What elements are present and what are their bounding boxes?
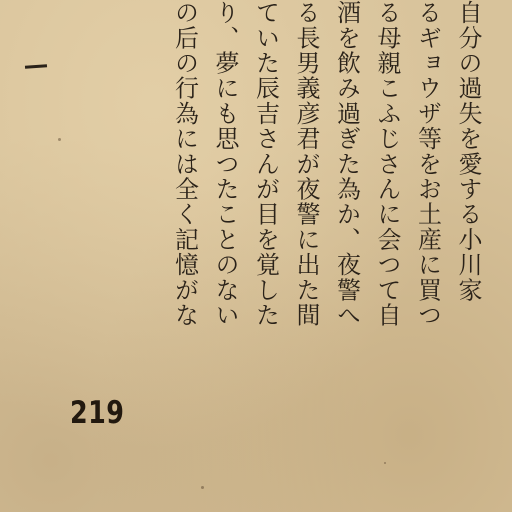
text-line: 酒を飲み過ぎた為か、夜警へ	[332, 0, 361, 328]
vertical-text-block	[164, 0, 502, 370]
text-line: る長男義彦君が夜警に出た間	[292, 0, 320, 328]
paper-speck	[201, 486, 204, 489]
text-line: る母親こふじさんに会つて自	[373, 0, 401, 328]
text-line: ていた辰吉さんが目を覚した	[251, 0, 280, 328]
paper-speck	[58, 138, 61, 141]
text-line: の后の行為には全く記憶がな	[170, 0, 199, 328]
text-line: り、夢にも思つたことのない	[211, 0, 239, 328]
margin-mark	[25, 64, 47, 69]
text-line: るギョウザ等をお土産に買つ	[413, 0, 442, 328]
page-number: 219	[70, 395, 125, 431]
paper-speck	[384, 462, 386, 464]
text-line: 自分の過失を愛する小川家	[454, 0, 482, 303]
